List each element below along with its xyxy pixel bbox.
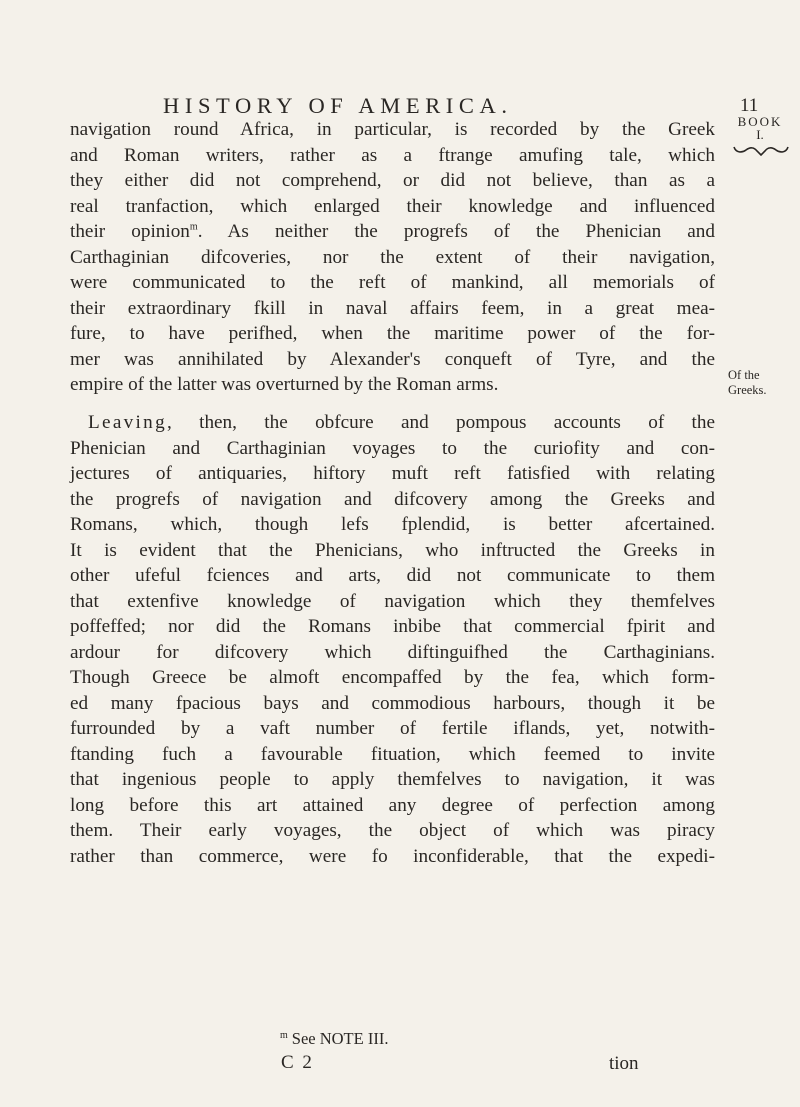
text-line: empire of the latter was overturned by the Roman arms. xyxy=(70,374,499,395)
book-number: I. xyxy=(756,127,764,142)
footnote-text: See NOTE III. xyxy=(291,1029,389,1048)
text-segment: their opinion xyxy=(70,221,190,242)
text-line: other ufeful fciences and arts, did not communicate to them xyxy=(70,565,715,586)
text-line: poffeffed; nor did the Romans inbibe that commercial fpirit and xyxy=(70,616,715,637)
text-line: Phenician and Carthaginian voyages to the curiofity and con- xyxy=(70,437,715,459)
text-line: ftanding fuch a favourable fituation, which feemed to invite xyxy=(70,743,715,765)
margin-note xyxy=(728,368,794,398)
paragraph-1 xyxy=(70,117,715,398)
text-line xyxy=(70,410,715,436)
footnote xyxy=(280,1029,388,1049)
text-line: Romans, which, though lefs fplendid, is better afcertained. xyxy=(70,514,715,535)
page-number: 11 xyxy=(740,95,759,116)
text-line: their extraordinary fkill in naval affairs feem, in a great mea- xyxy=(70,297,715,319)
footnote-marker: m xyxy=(280,1029,288,1041)
footnote-reference: m xyxy=(189,221,198,233)
text-line: real tranfaction, which enlarged their knowledge and influenced xyxy=(70,195,715,217)
text-line: they either did not comprehend, or did not believe, than as a xyxy=(70,170,715,191)
catchword: tion xyxy=(609,1053,639,1074)
text-line: rather than commerce, were fo inconfiderable, that the expedi- xyxy=(70,845,715,867)
running-title: HISTORY OF AMERICA. xyxy=(163,93,513,118)
text-line: long before this art attained any degree of perfection among xyxy=(70,794,715,816)
text-line: the progrefs of navigation and difcovery among the Greeks and xyxy=(70,488,715,510)
text-line: ed many fpacious bays and commodious harbours, though it be xyxy=(70,692,715,714)
text-line: that ingenious people to apply themfelves to navigation, it was xyxy=(70,769,715,790)
text-line: Carthaginian difcoveries, nor the extent of their navigation, xyxy=(70,246,715,268)
paragraph-2 xyxy=(70,410,715,869)
text-line: ardour for difcovery which diftinguifhed the Carthaginians. xyxy=(70,641,715,663)
text-line: mer was annihilated by Alexander's conqueft of Tyre, and the xyxy=(70,348,715,370)
text-line: Though Greece be almoft encompaffed by the fea, which form- xyxy=(70,667,715,688)
text-line: furrounded by a vaft number of fertile iflands, yet, notwith- xyxy=(70,718,715,739)
signature-mark: C 2 xyxy=(281,1052,314,1073)
text-line: and Roman writers, rather as a ftrange amufing tale, which xyxy=(70,144,715,166)
text-line: them. Their early voyages, the object of which was piracy xyxy=(70,820,715,841)
text-line: navigation round Africa, in particular, is recorded by the Greek xyxy=(70,119,715,140)
text-segment: As neither the progrefs of the Phenician and xyxy=(227,221,715,242)
text-segment: , then, the obfcure and pompous accounts of the xyxy=(166,412,715,433)
text-line: It is evident that the Phenicians, who inftructed the Greeks in xyxy=(70,539,715,561)
text-line: their opinion$^m$. As neither the progrefs of the Phenician and xyxy=(70,221,715,242)
text-line: fure, to have perifhed, when the maritime power of the for- xyxy=(70,323,715,344)
text-line: jectures of antiquaries, hiftory muft reft fatisfied with relating xyxy=(70,463,715,484)
margin-note-line: Greeks. xyxy=(728,383,767,397)
text-line: that extenfive knowledge of navigation which they themfelves xyxy=(70,590,715,612)
margin-note-line: Of the xyxy=(728,368,760,382)
text-line: were communicated to the reft of mankind, all memorials of xyxy=(70,272,715,293)
book-label: BOOK xyxy=(737,114,783,129)
bracket-ornament-icon xyxy=(732,144,790,156)
lead-word: Leaving xyxy=(88,412,167,433)
